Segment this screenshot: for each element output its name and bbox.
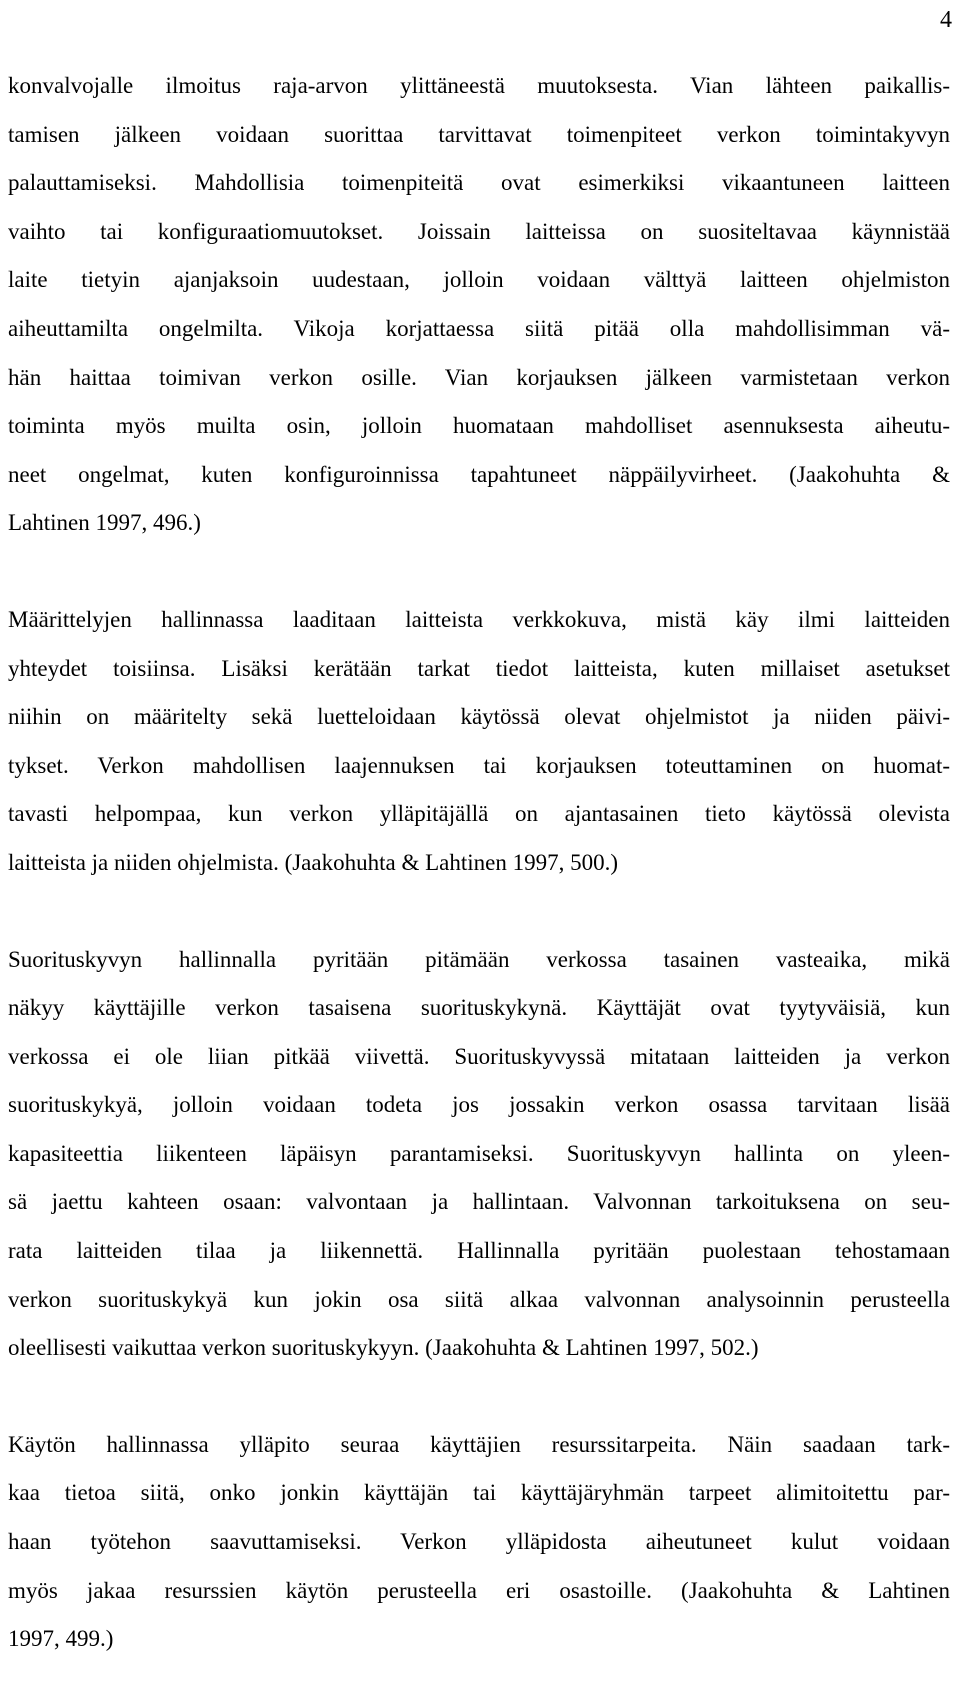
text-line: tamisen jälkeen voidaan suorittaa tarvittavat toimenpiteet verkon toimintakyvyn: [8, 121, 950, 147]
paragraph-gap: [8, 1373, 950, 1421]
text-line: kaa tietoa siitä, onko jonkin käyttäjän tai käyttäjäryhmän tarpeet alimitoitettu par-: [8, 1480, 950, 1506]
paragraph-accounting-management: [8, 1421, 950, 1664]
text-line: Suorituskyvyn hallinnalla pyritään pitämään verkossa tasainen vasteaika, mikä: [8, 946, 950, 972]
text-line: verkon suorituskykyä kun jokin osa siitä alkaa valvonnan analysoinnin perusteella: [8, 1286, 950, 1312]
paragraph-configuration-management: [8, 596, 950, 888]
text-line: myös jakaa resurssien käytön perusteella eri osastoille. (Jaakohuhta & Lahtinen: [8, 1577, 950, 1603]
text-line: kapasiteettia liikenteen läpäisyn parantamiseksi. Suorituskyvyn hallinta on yleen-: [8, 1140, 950, 1166]
text-line: 1997, 499.): [8, 1626, 114, 1652]
text-line: näkyy käyttäjille verkon tasaisena suorituskykynä. Käyttäjät ovat tyytyväisiä, kun: [8, 995, 950, 1021]
text-line: haan työtehon saavuttamiseksi. Verkon ylläpidosta aiheutuneet kulut voidaan: [8, 1529, 950, 1555]
text-line: konvalvojalle ilmoitus raja-arvon ylittäneestä muutoksesta. Vian lähteen paikallis-: [8, 73, 950, 98]
page-body: [8, 62, 950, 1664]
text-line: yhteydet toisiinsa. Lisäksi kerätään tarkat tiedot laitteista, kuten millaiset asetukset: [8, 655, 950, 681]
text-line: oleellisesti vaikuttaa verkon suorituskykyyn. (Jaakohuhta & Lahtinen 1997, 502.): [8, 1335, 759, 1361]
text-line: hän haittaa toimivan verkon osille. Vian korjauksen jälkeen varmistetaan verkon: [8, 364, 950, 390]
text-line: verkossa ei ole liian pitkää viivettä. Suorituskyvyssä mitataan laitteiden ja verkon: [8, 1043, 950, 1069]
text-line: tykset. Verkon mahdollisen laajennuksen tai korjauksen toteuttaminen on huomat-: [8, 752, 950, 778]
text-line: aiheuttamilta ongelmilta. Vikoja korjattaessa siitä pitää olla mahdollisimman vä-: [8, 315, 950, 341]
text-line: sä jaettu kahteen osaan: valvontaan ja hallintaan. Valvonnan tarkoituksena on seu-: [8, 1189, 950, 1215]
paragraph-performance-management: [8, 936, 950, 1373]
text-line: tavasti helpompaa, kun verkon ylläpitäjällä on ajantasainen tieto käytössä olevista: [8, 801, 950, 827]
paragraph-gap: [8, 548, 950, 596]
text-line: palauttamiseksi. Mahdollisia toimenpiteitä ovat esimerkiksi vikaantuneen laitteen: [8, 170, 950, 196]
text-line: rata laitteiden tilaa ja liikennettä. Hallinnalla pyritään puolestaan tehostamaan: [8, 1238, 950, 1264]
text-line: vaihto tai konfiguraatiomuutokset. Joissain laitteissa on suositeltavaa käynnistää: [8, 218, 950, 244]
text-line: Käytön hallinnassa ylläpito seuraa käyttäjien resurssitarpeita. Näin saadaan tark-: [8, 1431, 950, 1457]
text-line: Lahtinen 1997, 496.): [8, 510, 201, 536]
text-line: niihin on määritelty sekä luetteloidaan käytössä olevat ohjelmistot ja niiden päivi-: [8, 704, 950, 730]
text-line: toiminta myös muilta osin, jolloin huomataan mahdolliset asennuksesta aiheutu-: [8, 413, 950, 439]
text-line: suorituskykyä, jolloin voidaan todeta jos jossakin verkon osassa tarvitaan lisää: [8, 1092, 950, 1118]
text-line: laitteista ja niiden ohjelmista. (Jaakohuhta & Lahtinen 1997, 500.): [8, 849, 618, 875]
page-number: 4: [940, 7, 952, 33]
paragraph-gap: [8, 888, 950, 936]
text-line: neet ongelmat, kuten konfiguroinnissa tapahtuneet näppäilyvirheet. (Jaakohuhta &: [8, 461, 950, 487]
text-line: Määrittelyjen hallinnassa laaditaan laitteista verkkokuva, mistä käy ilmi laitteiden: [8, 606, 950, 632]
paragraph-fault-management: [8, 62, 950, 548]
text-line: laite tietyin ajanjaksoin uudestaan, jolloin voidaan välttyä laitteen ohjelmiston: [8, 267, 950, 293]
